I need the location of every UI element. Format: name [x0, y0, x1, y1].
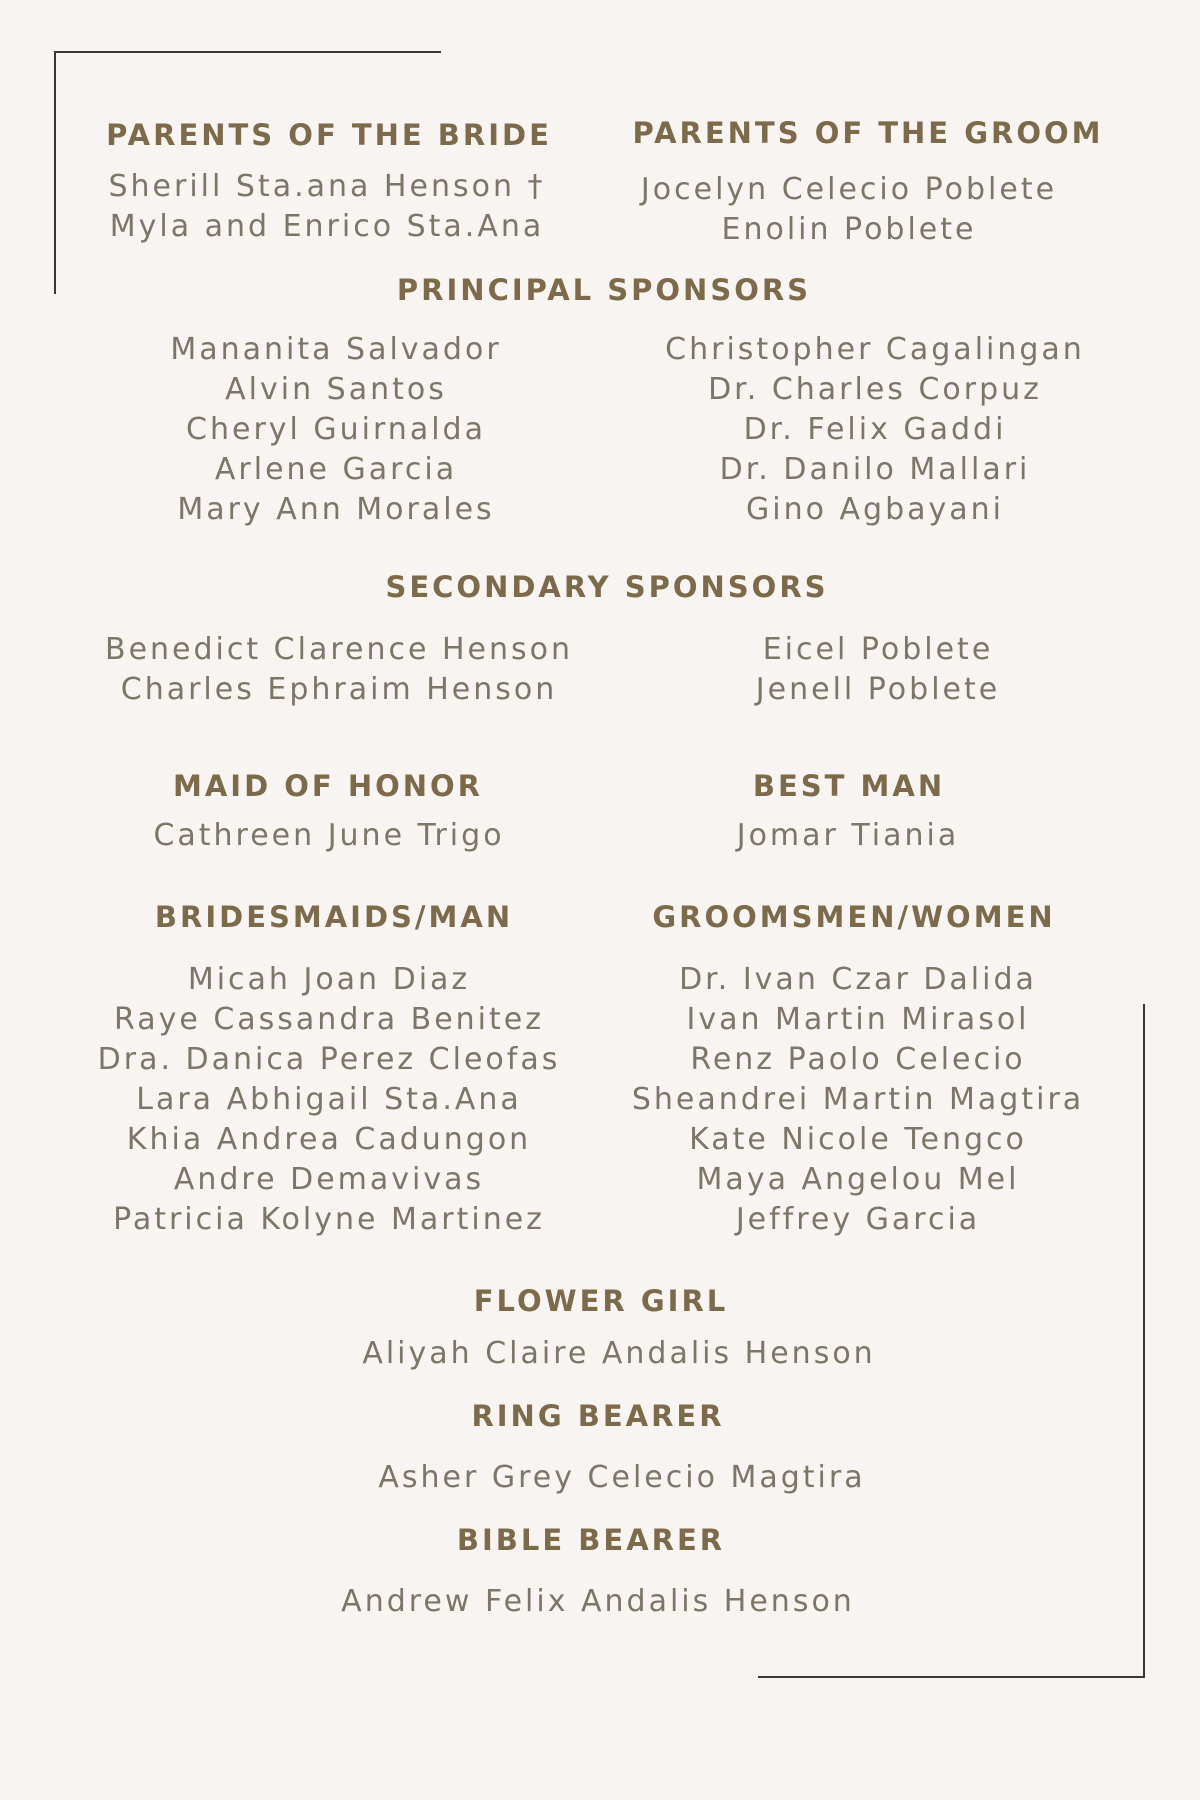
name-entry: Mary Ann Morales: [177, 492, 495, 527]
secondary-sponsors-left-list: [105, 630, 573, 710]
name-entry: Enolin Poblete: [721, 212, 977, 247]
frame-bottom-right-horizontal: [758, 1676, 1145, 1678]
best-man-list: [737, 816, 960, 856]
principal-sponsors-right-list: [665, 330, 1085, 530]
name-entry: Cheryl Guirnalda: [186, 412, 486, 447]
name-entry: Micah Joan Diaz: [187, 962, 471, 997]
name-entry: Eicel Poblete: [762, 632, 994, 667]
bridesmaids-heading: BRIDESMAIDS/MAN: [154, 900, 514, 934]
name-entry: Lara Abhigail Sta.Ana: [136, 1082, 522, 1117]
name-entry: Jocelyn Celecio Poblete: [640, 172, 1058, 207]
name-entry: Dr. Charles Corpuz: [708, 372, 1042, 407]
name-entry: Patricia Kolyne Martinez: [113, 1202, 545, 1237]
name-entry: Cathreen June Trigo: [153, 818, 505, 853]
name-entry: Dr. Danilo Mallari: [719, 452, 1031, 487]
flower-girl-heading: FLOWER GIRL: [473, 1284, 729, 1318]
name-entry: Sheandrei Martin Magtira: [631, 1082, 1085, 1117]
parents-of-groom-heading: PARENTS OF THE GROOM: [632, 116, 1104, 150]
name-entry: Jeffrey Garcia: [735, 1202, 981, 1237]
name-entry: Christopher Cagalingan: [665, 332, 1085, 367]
name-entry: Dr. Ivan Czar Dalida: [679, 962, 1037, 997]
secondary-sponsors-right-list: [756, 630, 1000, 710]
parents-of-groom-list: [641, 170, 1057, 250]
name-entry: Jenell Poblete: [755, 672, 1001, 707]
name-entry: Dr. Felix Gaddi: [743, 412, 1007, 447]
ring-bearer-list: [378, 1458, 865, 1498]
name-entry: Maya Angelou Mel: [696, 1162, 1020, 1197]
name-entry: Aliyah Claire Andalis Henson: [362, 1336, 876, 1371]
groomsmen-heading: GROOMSMEN/WOMEN: [652, 900, 1056, 934]
flower-girl-list: [362, 1334, 875, 1374]
name-entry: Mananita Salvador: [170, 332, 502, 367]
frame-top-left-horizontal: [54, 51, 441, 53]
secondary-sponsors-heading: SECONDARY SPONSORS: [385, 570, 829, 604]
bridesmaids-list: [98, 960, 561, 1240]
name-entry: Jomar Tiania: [736, 818, 960, 853]
name-entry: Kate Nicole Tengco: [689, 1122, 1027, 1157]
name-entry: Alvin Santos: [225, 372, 447, 407]
name-entry: Charles Ephraim Henson: [120, 672, 558, 707]
name-entry: Renz Paolo Celecio: [690, 1042, 1026, 1077]
name-entry: Andre Demavivas: [173, 1162, 485, 1197]
name-entry: Sherill Sta.ana Henson †: [108, 169, 546, 204]
name-entry: Dra. Danica Perez Cleofas: [97, 1042, 561, 1077]
name-entry: Myla and Enrico Sta.Ana: [109, 209, 545, 244]
bible-bearer-list: [341, 1582, 855, 1622]
groomsmen-list: [632, 960, 1084, 1240]
name-entry: Raye Cassandra Benitez: [114, 1002, 544, 1037]
name-entry: Benedict Clarence Henson: [104, 632, 574, 667]
best-man-heading: BEST MAN: [752, 769, 946, 803]
name-entry: Andrew Felix Andalis Henson: [341, 1584, 855, 1619]
bible-bearer-heading: BIBLE BEARER: [456, 1523, 726, 1557]
principal-sponsors-heading: PRINCIPAL SPONSORS: [396, 273, 812, 307]
frame-top-left-vertical: [54, 51, 56, 294]
name-entry: Khia Andrea Cadungon: [126, 1122, 532, 1157]
parents-of-bride-list: [109, 167, 546, 247]
maid-of-honor-heading: MAID OF HONOR: [173, 769, 483, 803]
name-entry: Gino Agbayani: [746, 492, 1004, 527]
principal-sponsors-left-list: [170, 330, 501, 530]
name-entry: Arlene Garcia: [214, 452, 458, 487]
parents-of-bride-heading: PARENTS OF THE BRIDE: [106, 118, 552, 152]
name-entry: Ivan Martin Mirasol: [686, 1002, 1030, 1037]
name-entry: Asher Grey Celecio Magtira: [378, 1460, 866, 1495]
ring-bearer-heading: RING BEARER: [471, 1399, 725, 1433]
frame-bottom-right-vertical: [1143, 1004, 1145, 1678]
maid-of-honor-list: [153, 816, 504, 856]
